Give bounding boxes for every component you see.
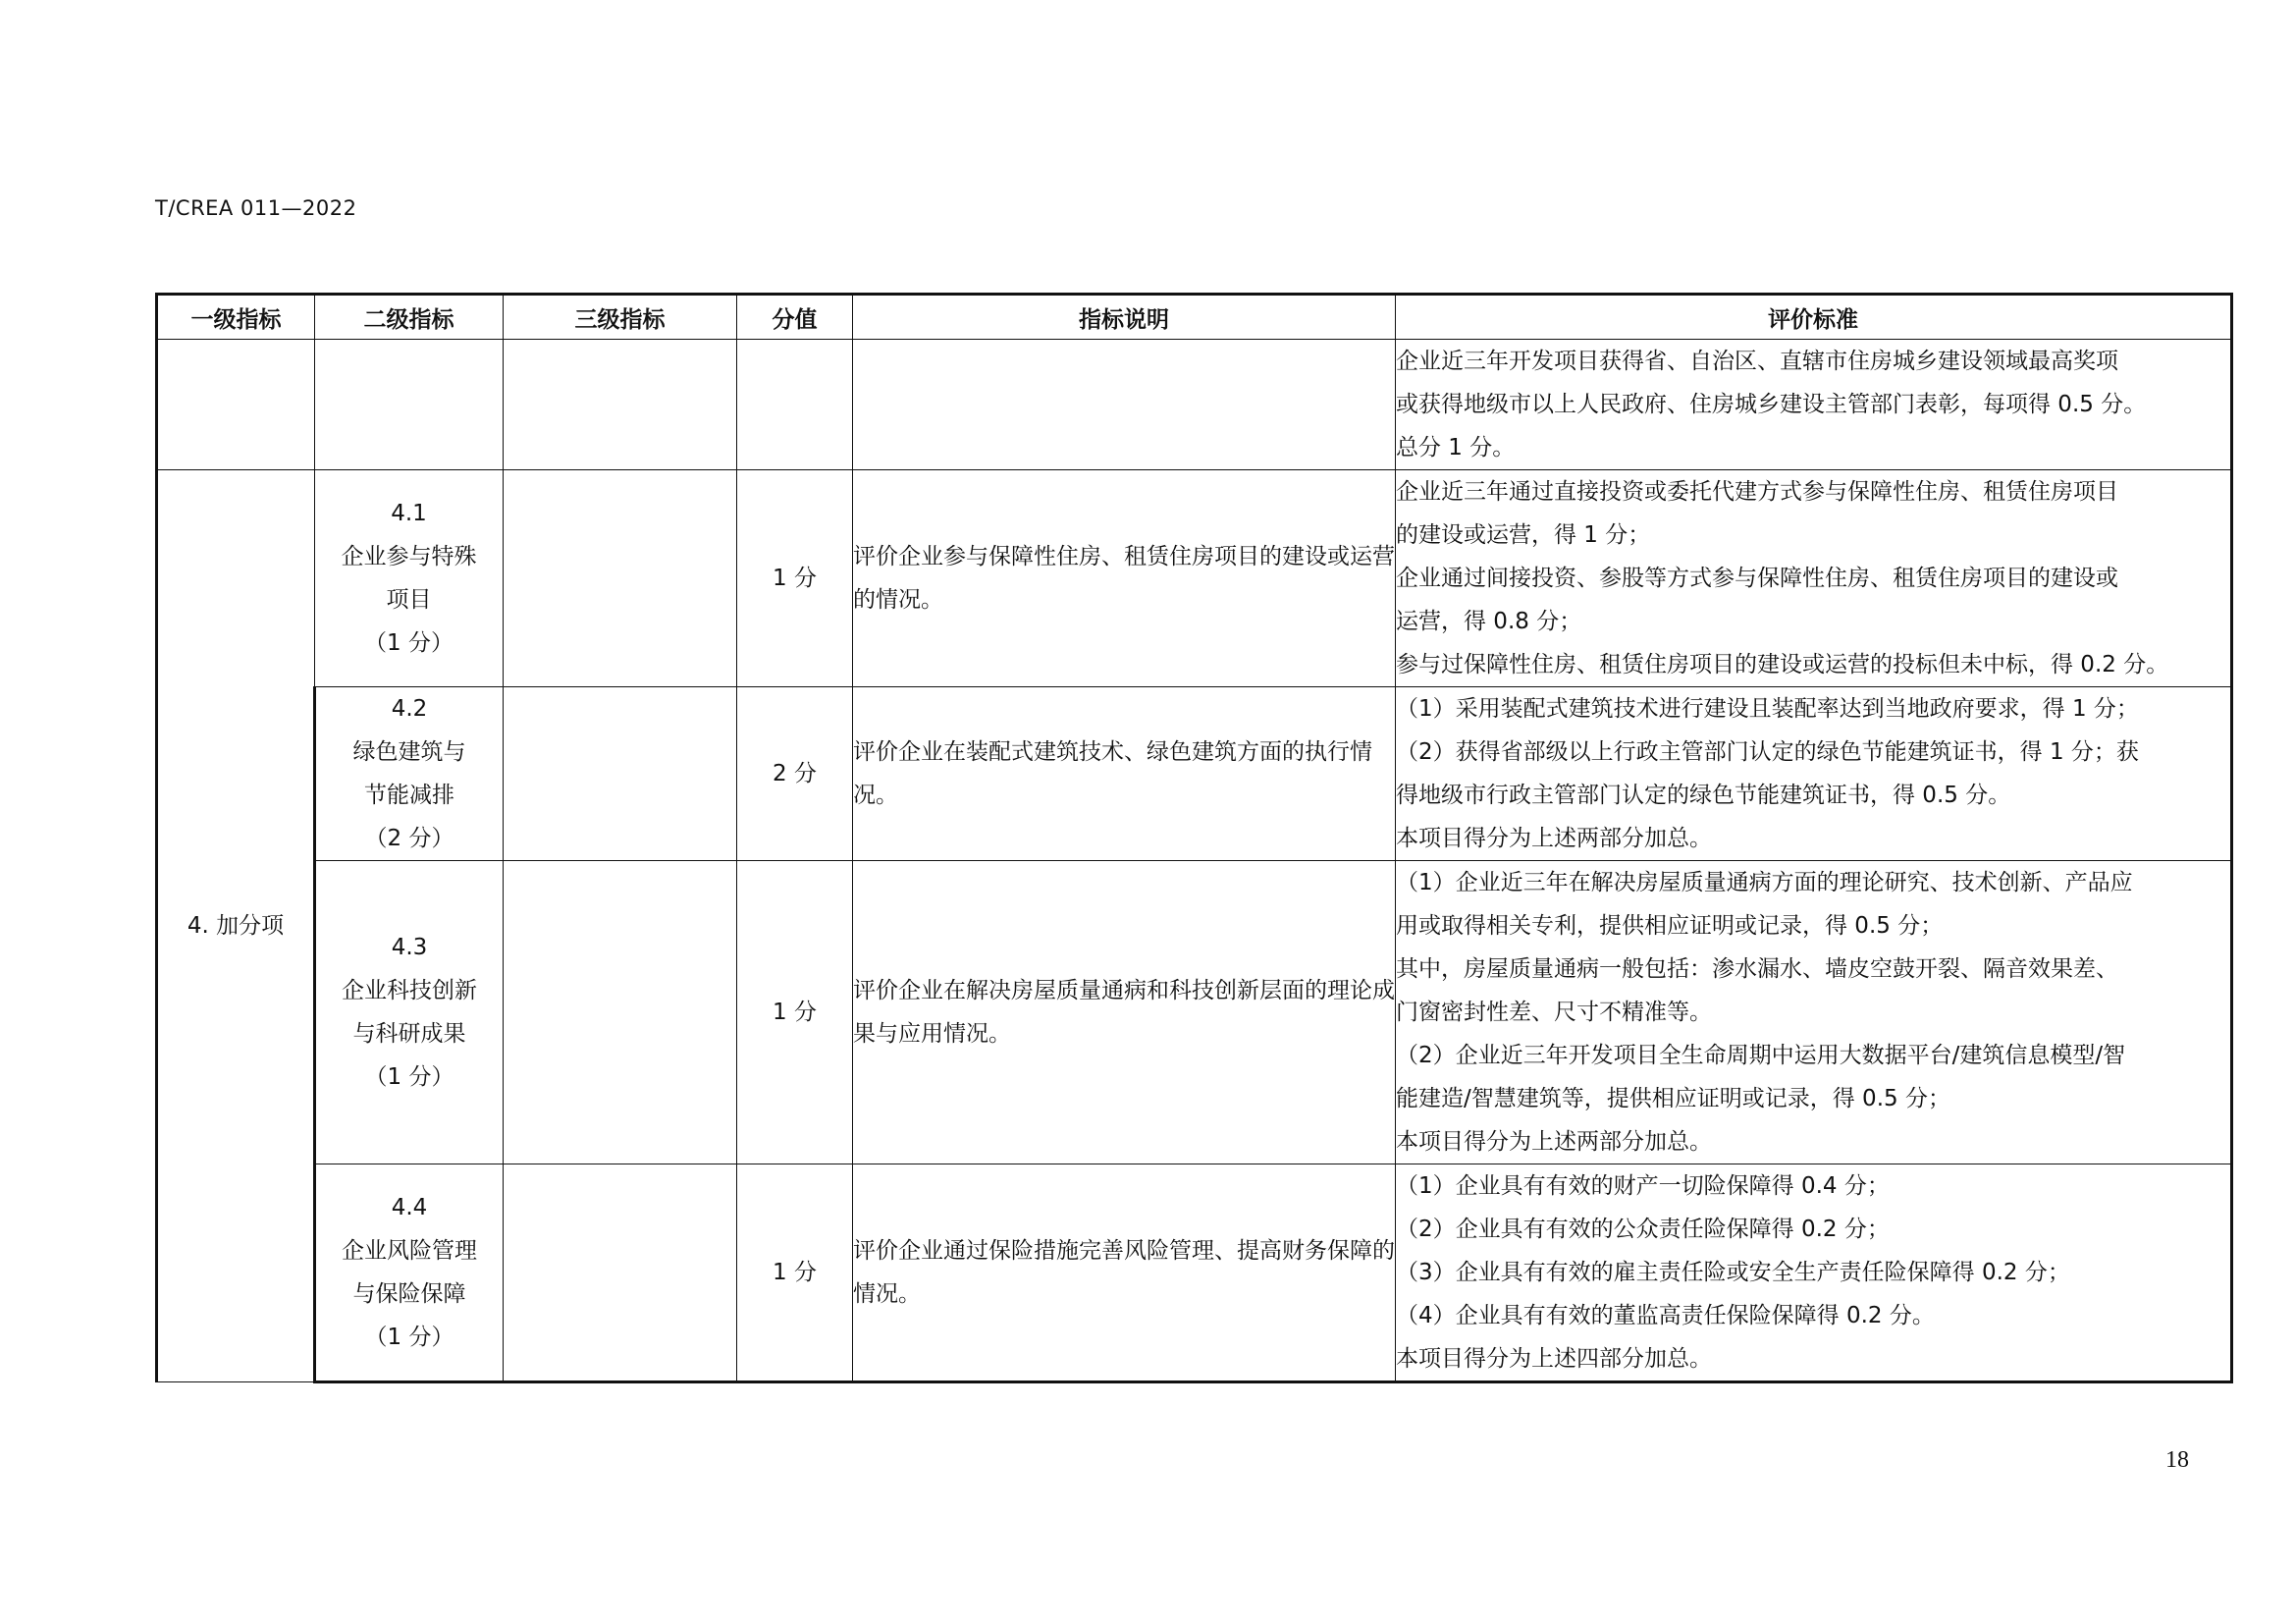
level3-cell <box>504 470 737 687</box>
criteria-cell <box>1396 861 2232 1164</box>
criteria-line: 总分 1 分。 <box>1396 435 1516 460</box>
level3-cell <box>504 340 737 470</box>
score-cell: 1 分 <box>737 861 853 1164</box>
level2-cell <box>315 470 504 687</box>
criteria-line: 的建设或运营，得 1 分； <box>1396 522 1651 548</box>
criteria-line: 运营，得 0.8 分； <box>1396 609 1582 634</box>
level2-points: （1 分） <box>364 1064 454 1090</box>
level2-title-line: 与保险保障 <box>352 1281 466 1307</box>
level2-title-line: 绿色建筑与 <box>352 739 466 765</box>
criteria-line: 本项目得分为上述四部分加总。 <box>1396 1346 1712 1372</box>
criteria-line: 本项目得分为上述两部分加总。 <box>1396 826 1712 851</box>
level2-title-line: 企业参与特殊 <box>341 544 477 569</box>
page-number: 18 <box>2165 1447 2189 1473</box>
level2-title-line: 企业风险管理 <box>342 1238 477 1264</box>
score-cell: 1 分 <box>737 1164 853 1382</box>
level3-cell <box>504 861 737 1164</box>
level2-points: （1 分） <box>364 630 454 656</box>
table-header-row <box>157 295 2232 340</box>
description-text: 评价企业在装配式建筑技术、绿色建筑方面的执行情况。 <box>853 739 1372 808</box>
criteria-line: （2）企业具有有效的公众责任险保障得 0.2 分； <box>1396 1217 1890 1242</box>
criteria-line: （1）企业具有有效的财产一切险保障得 0.4 分； <box>1396 1173 1890 1199</box>
column-header-level2: 二级指标 <box>315 295 504 340</box>
criteria-line: 企业近三年通过直接投资或委托代建方式参与保障性住房、租赁住房项目 <box>1396 479 2118 505</box>
column-header-level1: 一级指标 <box>157 295 315 340</box>
level2-cell <box>315 1164 504 1382</box>
criteria-cell <box>1396 340 2232 470</box>
level2-cell <box>315 687 504 861</box>
criteria-line: 门窗密封性差、尺寸不精准等。 <box>1396 1000 1712 1025</box>
level2-cell <box>315 861 504 1164</box>
level2-points: （2 分） <box>364 826 454 851</box>
table-row <box>157 861 2232 1164</box>
level1-cell: 4. 加分项 <box>157 470 315 1382</box>
criteria-cell <box>1396 687 2232 861</box>
description-cell <box>853 1164 1396 1382</box>
level2-code: 4.3 <box>391 935 428 960</box>
criteria-line: 企业近三年开发项目获得省、自治区、直辖市住房城乡建设领域最高奖项 <box>1396 349 2118 374</box>
criteria-line: 能建造/智慧建筑等，提供相应证明或记录，得 0.5 分； <box>1396 1086 1950 1111</box>
criteria-line: （1）采用装配式建筑技术进行建设且装配率达到当地政府要求，得 1 分； <box>1396 696 2139 722</box>
level2-title-line: 企业科技创新 <box>342 978 477 1003</box>
description-cell <box>853 861 1396 1164</box>
level3-cell <box>504 1164 737 1382</box>
criteria-line: 得地级市行政主管部门认定的绿色节能建筑证书，得 0.5 分。 <box>1396 783 2011 808</box>
criteria-cell <box>1396 1164 2232 1382</box>
criteria-line: 本项目得分为上述两部分加总。 <box>1396 1129 1712 1155</box>
document-code: T/CREA 011—2022 <box>155 196 357 220</box>
score-cell: 2 分 <box>737 687 853 861</box>
level2-title-line: 项目 <box>386 587 432 613</box>
table-row <box>157 340 2232 470</box>
description-text: 评价企业在解决房屋质量通病和科技创新层面的理论成果与应用情况。 <box>853 978 1395 1047</box>
score-cell: 1 分 <box>737 470 853 687</box>
score-cell <box>737 340 853 470</box>
description-cell <box>853 340 1396 470</box>
criteria-cell <box>1396 470 2232 687</box>
level2-title-line: 节能减排 <box>364 783 454 808</box>
level2-points: （1 分） <box>364 1325 454 1350</box>
criteria-line: （1）企业近三年在解决房屋质量通病方面的理论研究、技术创新、产品应 <box>1396 870 2133 895</box>
criteria-line: （4）企业具有有效的董监高责任保险保障得 0.2 分。 <box>1396 1303 1935 1328</box>
column-header-level3: 三级指标 <box>504 295 737 340</box>
level3-cell <box>504 687 737 861</box>
criteria-line: 用或取得相关专利，提供相应证明或记录，得 0.5 分； <box>1396 913 1944 939</box>
criteria-line: （2）企业近三年开发项目全生命周期中运用大数据平台/建筑信息模型/智 <box>1396 1043 2126 1068</box>
criteria-line: （3）企业具有有效的雇主责任险或安全生产责任险保障得 0.2 分； <box>1396 1260 2070 1285</box>
table-row <box>157 470 2232 687</box>
evaluation-table <box>155 293 2233 1383</box>
criteria-line: 或获得地级市以上人民政府、住房城乡建设主管部门表彰，每项得 0.5 分。 <box>1396 392 2147 417</box>
criteria-line: 参与过保障性住房、租赁住房项目的建设或运营的投标但未中标，得 0.2 分。 <box>1396 652 2169 677</box>
criteria-line: 其中，房屋质量通病一般包括：渗水漏水、墙皮空鼓开裂、隔音效果差、 <box>1396 956 2118 982</box>
description-text: 评价企业参与保障性住房、租赁住房项目的建设或运营的情况。 <box>853 544 1395 613</box>
level2-code: 4.2 <box>391 696 428 722</box>
level2-cell <box>315 340 504 470</box>
column-header-description: 指标说明 <box>853 295 1396 340</box>
table-row <box>157 1164 2232 1382</box>
description-cell <box>853 687 1396 861</box>
description-text: 评价企业通过保险措施完善风险管理、提高财务保障的情况。 <box>853 1238 1395 1307</box>
column-header-criteria: 评价标准 <box>1396 295 2232 340</box>
criteria-line: 企业通过间接投资、参股等方式参与保障性住房、租赁住房项目的建设或 <box>1396 566 2118 591</box>
level2-code: 4.1 <box>391 501 427 526</box>
level2-code: 4.4 <box>391 1195 428 1220</box>
description-cell <box>853 470 1396 687</box>
table-row <box>157 687 2232 861</box>
level1-cell <box>157 340 315 470</box>
criteria-line: （2）获得省部级以上行政主管部门认定的绿色节能建筑证书，得 1 分；获 <box>1396 739 2139 765</box>
level2-title-line: 与科研成果 <box>352 1021 466 1047</box>
column-header-score: 分值 <box>737 295 853 340</box>
